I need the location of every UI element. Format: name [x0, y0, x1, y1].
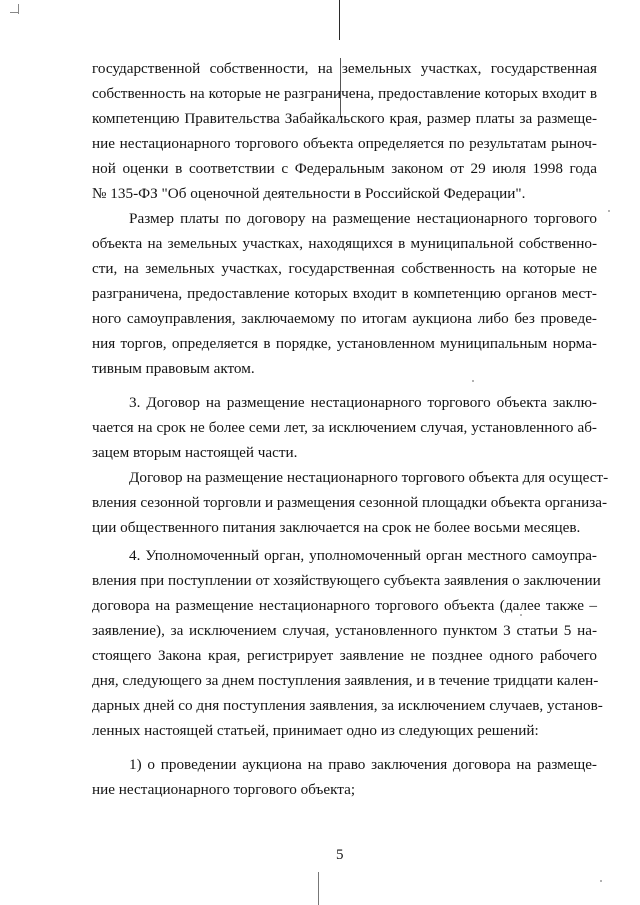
text-line: разграничена, предоставление которых входит в компетенцию органов мест- [92, 285, 597, 302]
text-line: чается на срок не более семи лет, за исключением случая, установленного аб- [92, 419, 597, 436]
text-line: сти, на земельных участках, государственная собственность на которые не [92, 260, 597, 277]
scan-speck [472, 380, 474, 382]
scan-speck [608, 210, 610, 212]
text-line: ного самоуправления, заключаемому по итогам аукциона либо без проведе- [92, 310, 597, 327]
text-line: ния торгов, определяется в порядке, установленном муниципальным норма- [92, 335, 597, 352]
text-line: 3. Договор на размещение нестационарного торгового объекта заклю- [129, 394, 597, 411]
scan-fold-line-top [339, 0, 340, 40]
text-line: ние нестационарного торгового объекта определяется по результатам рыноч- [92, 135, 597, 152]
text-line: стоящего Закона края, регистрирует заявление не позднее одного рабочего [92, 647, 597, 664]
text-line: ной оценки в соответствии с Федеральным законом от 29 июля 1998 года [92, 160, 597, 177]
text-line: Договор на размещение нестационарного торгового объекта для осущест- [129, 469, 609, 486]
text-line: договора на размещение нестационарного торгового объекта (далее также – [92, 597, 597, 614]
text-line: 1) о проведении аукциона на право заключения договора на размеще- [129, 756, 597, 773]
text-line: ции общественного питания заключается на срок не более восьми месяцев. [92, 519, 581, 536]
scan-corner-mark-left [10, 12, 18, 13]
text-line: дарных дней со дня поступления заявления, за исключением случаев, установ- [92, 697, 603, 714]
text-line: дня, следующего за днем поступления заявления, и в течение тридцати кален- [92, 672, 599, 689]
text-line: ленных настоящей статьей, принимает одно из следующих решений: [92, 722, 539, 739]
text-line: 4. Уполномоченный орган, уполномоченный орган местного самоупра- [129, 547, 597, 564]
text-line: Размер платы по договору на размещение нестационарного торгового [129, 210, 597, 227]
text-line: государственной собственности, на земельных участках, государственная [92, 60, 597, 77]
scan-corner-mark-top [18, 4, 19, 14]
text-line: объекта на земельных участках, находящихся в муниципальной собственно- [92, 235, 597, 252]
text-line: собственность на которые не разграничена, предоставление которых входит в [92, 85, 597, 102]
page-number: 5 [336, 847, 344, 863]
text-line: компетенцию Правительства Забайкальского края, размер платы за размеще- [92, 110, 597, 127]
text-line: зацем вторым настоящей части. [92, 444, 298, 461]
text-line: вления сезонной торговли и размещения сезонной площадки объекта организа- [92, 494, 608, 511]
text-line: вления при поступлении от хозяйствующего субъекта заявления о заключении [92, 572, 601, 589]
text-line: ние нестационарного торгового объекта; [92, 781, 356, 798]
scan-speck [600, 880, 602, 882]
text-line: заявление), за исключением случая, установленного пунктом 3 статьи 5 на- [92, 622, 597, 639]
text-line: № 135-ФЗ "Об оценочной деятельности в Российской Федерации". [92, 185, 526, 202]
text-line: тивным правовым актом. [92, 360, 255, 377]
scan-fold-line-bottom [318, 872, 319, 905]
